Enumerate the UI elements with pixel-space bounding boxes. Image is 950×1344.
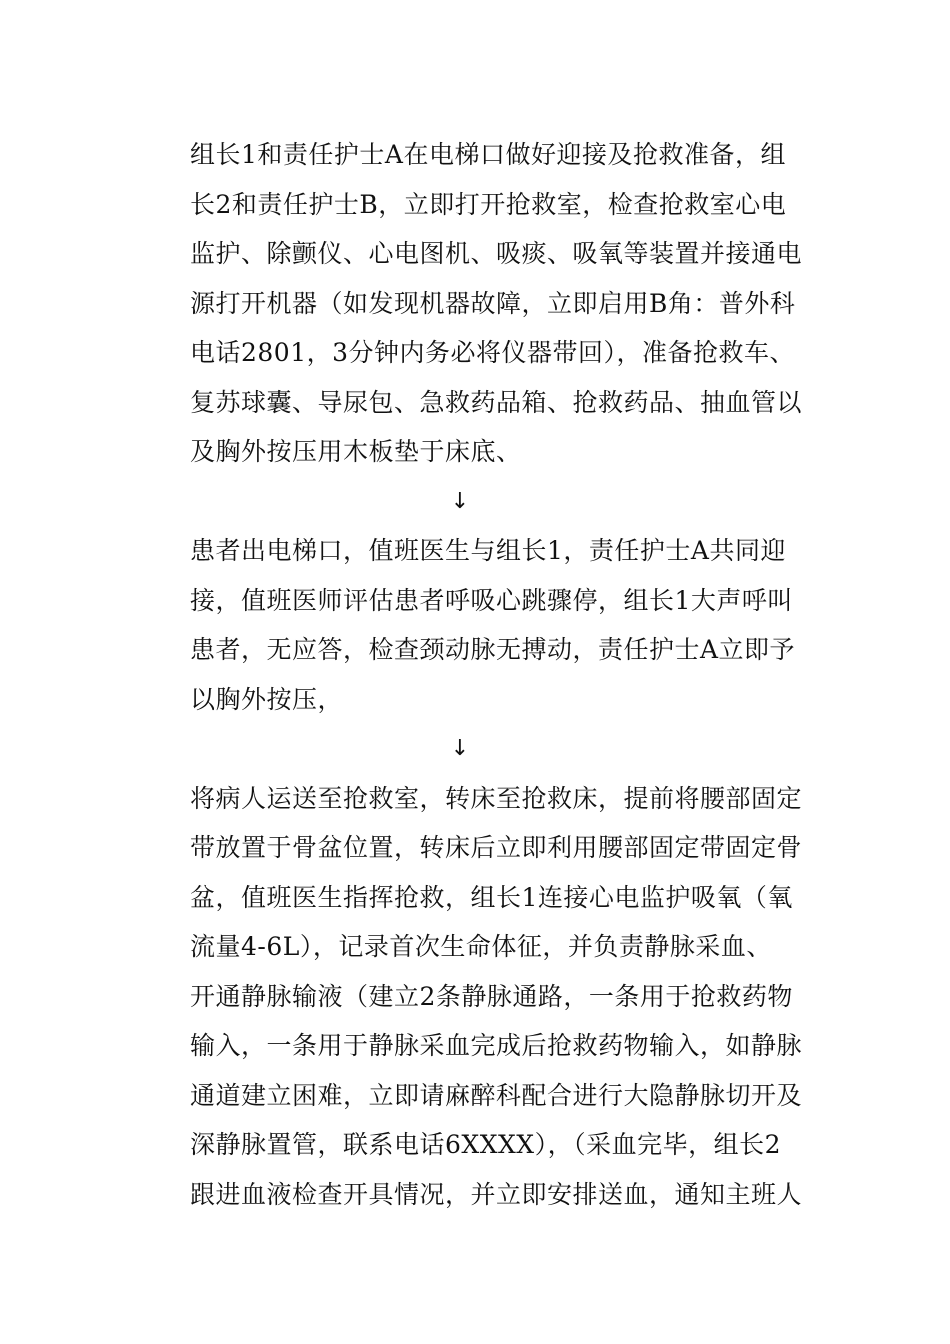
text-line: 患者，无应答，检查颈动脉无搏动，责任护士A立即予 <box>190 635 796 664</box>
document-body <box>190 130 810 1219</box>
paragraph-preparation <box>190 130 810 477</box>
paragraph-reception <box>190 526 810 724</box>
text-line: 组长1和责任护士A在电梯口做好迎接及抢救准备，组 <box>190 140 786 169</box>
text-line: 以胸外按压， <box>190 684 344 714</box>
text-line: 深静脉置管，联系电话6XXXX），（采血完毕，组长2 <box>190 1130 782 1159</box>
paragraph-rescue <box>190 774 810 1220</box>
text-line: 接，值班医师评估患者呼吸心跳骤停，组长1大声呼叫 <box>190 585 793 615</box>
flow-arrow-down-icon: ↓ <box>450 736 470 761</box>
text-line: 患者出电梯口，值班医生与组长1，责任护士A共同迎 <box>190 536 786 565</box>
text-line: 跟进血液检查开具情况，并立即安排送血，通知主班人 <box>190 1179 803 1209</box>
text-line: 长2和责任护士B，立即打开抢救室，检查抢救室心电 <box>190 189 787 219</box>
text-line: 盆，值班医生指挥抢救，组长1连接心电监护吸氧（氧 <box>190 882 793 912</box>
flow-arrow-down-icon: ↓ <box>450 488 470 514</box>
text-line: 带放置于骨盆位置，转床后立即利用腰部固定带固定骨 <box>190 833 803 862</box>
text-line: 通道建立困难，立即请麻醉科配合进行大隐静脉切开及 <box>190 1080 803 1110</box>
text-line: 开通静脉输液（建立2条静脉通路，一条用于抢救药物 <box>190 981 793 1011</box>
text-line: 流量4-6L），记录首次生命体征，并负责静脉采血、 <box>190 932 772 961</box>
text-line: 电话2801，3分钟内务必将仪器带回），准备抢救车、 <box>190 338 796 367</box>
text-line: 复苏球囊、导尿包、急救药品箱、抢救药品、抽血管以 <box>190 387 803 417</box>
text-line: 源打开机器（如发现机器故障，立即启用B角：普外科 <box>190 288 796 318</box>
text-line: 监护、除颤仪、心电图机、吸痰、吸氧等装置并接通电 <box>190 239 803 268</box>
text-line: 将病人运送至抢救室，转床至抢救床，提前将腰部固定 <box>190 783 803 813</box>
text-line: 及胸外按压用木板垫于床底、 <box>190 437 522 466</box>
text-line: 输入，一条用于静脉采血完成后抢救药物输入，如静脉 <box>190 1031 803 1060</box>
